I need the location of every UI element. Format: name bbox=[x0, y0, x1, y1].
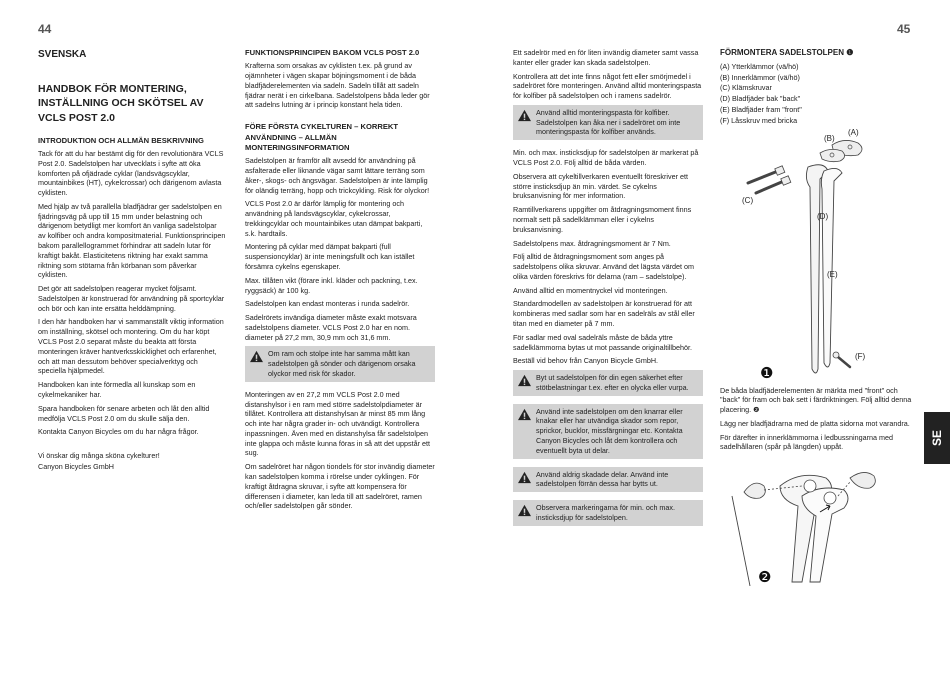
warning-text: Om ram och stolpe inte har samma mått kan sadelstolpen gå sönder och därigenom orsaka olyckor med risk för skador. bbox=[268, 349, 416, 378]
paragraph: Kontrollera att det inte finns något fett eller smörjmedel i sadelröret före monteringen. Använd alltid monteringspasta för kolfiber på sadelstolpen och i ramens sadelrör. bbox=[513, 71, 702, 101]
column-2 bbox=[245, 48, 435, 515]
figure-number-1: ❶ bbox=[760, 364, 774, 382]
list-item: (E) Bladfjäder fram "front" bbox=[720, 105, 802, 114]
paragraph: Med hjälp av två parallella bladfjädrar ger sadelstolpen en fjädringsväg på upp till 15 mm under belastning och därigenom betydligt mer komfort än vanliga sadelstolpar av kolfiber och andra kompositmaterial. Funktionsprincipen bakom parallellogrammet förhindrar att sadeln lutar för kraftigt bakåt. Elasticitetens riktning har exakt samma riktning som stötarna från körbanan som påverkar cyklisten. bbox=[38, 201, 226, 280]
paragraph: Sadelrörets invändiga diameter måste exakt motsvara sadelstolpens diameter. VCLS Post 2.0 har en nom. diameter på 27,2 mm, 30,9 mm och 31,6 mm. bbox=[245, 313, 417, 342]
paragraph: Använd alltid en momentnyckel vid monteringen. bbox=[513, 285, 668, 295]
figure-2-clamp-assembly bbox=[720, 456, 915, 586]
paragraph: Monteringen av en 27,2 mm VCLS Post 2.0 med distanshylsor i en ram med större sadelstolpdiameter är tillåtet. Kontrollera att distanshylsan är minst 85 mm lång och inte har några grader in- och utvändigt. Kontrollera inpassningen. Även med en distanshylsa får sadelstolpen inte glappa och måste kunna föras in så att det uppstår ett sug. bbox=[245, 389, 430, 458]
warning-triangle-icon bbox=[517, 408, 532, 421]
paragraph: Max. tillåten vikt (förare inkl. kläder och packning, t.ex. ryggsäck) är 100 kg. bbox=[245, 275, 418, 295]
spring-heads bbox=[780, 476, 848, 583]
warning-triangle-icon bbox=[517, 504, 532, 517]
paragraph: Beställ vid behov från Canyon Bicycle GmbH. bbox=[513, 356, 659, 366]
paragraph: Sadelstolpen är framför allt avsedd för användning på asfalterade eller liknande vägar samt lättare terräng som åker-, skogs- och ängsvägar. Sadelstolpen är inte lämplig för oländig terräng, hopp och trickcykling. Risk för olyckor! bbox=[245, 156, 430, 195]
paragraph: Det gör att sadelstolpen reagerar mycket följsamt. Sadelstolpen är konstruerad för användning på sportcyklar och bör och kan inte ersätta helddämpning. bbox=[38, 284, 225, 313]
paragraph: Min. och max. insticksdjup för sadelstolpen är markerat på VCLS Post 2.0. Följ alltid de båda värden. bbox=[513, 148, 699, 168]
warning-text: Använd aldrig skadade delar. Använd inte sadelstolpen förrän dessa har bytts ut. bbox=[536, 469, 669, 489]
language-tab bbox=[924, 412, 950, 464]
label-e: (E) bbox=[827, 269, 838, 279]
column-4 bbox=[720, 48, 915, 586]
paragraph: Krafterna som orsakas av cyklisten t.ex. på grund av ojämnheter i vägen skapar böjningsmoment i de båda bladfjäderelementen via sadeln. Sadeln tillåt att sadeln fjädrar nerät i en cirkelbana. Sadelstolpens båda leder gör att sadelns lutning är i princip konstant hela tiden. bbox=[245, 61, 430, 110]
paragraph: Sadelstolpen kan endast monteras i runda sadelrör. bbox=[245, 299, 410, 309]
paragraph: Handboken kan inte förmedla all kunskap som en cykelmekaniker har. bbox=[38, 380, 196, 399]
figure-number-2: ❷ bbox=[758, 569, 772, 587]
paragraph: I den här handboken har vi sammanställt viktig information om inställning, skötsel och montering. Om du har köpt VCLS Post 2.0 separat måste du beakta att första monteringen kräver hantverksskicklighet och erfarenhet, och att man dessutom behöver specialverktyg och speciella hjälpmedel. bbox=[38, 317, 224, 376]
label-c: (C) bbox=[742, 195, 754, 205]
language-tab-label: SE bbox=[929, 429, 944, 447]
paragraph: Observera att cykeltillverkaren eventuellt föreskriver ett större insticksdjup än min. värdet. Se cykelns bruksanvisning för mer information. bbox=[513, 171, 688, 201]
warning-box bbox=[245, 346, 435, 381]
warning-box bbox=[513, 105, 703, 140]
paragraph: Lägg ner bladfjädrarna med de platta sidorna mot varandra. bbox=[720, 418, 910, 428]
list-item: (B) Innerklämmor (vä/hö) bbox=[720, 72, 800, 82]
preassembly-heading: FÖRMONTERA SADELSTOLPEN ❶ bbox=[720, 48, 854, 57]
closing-line: Vi önskar dig många sköna cykelturer! bbox=[38, 451, 160, 461]
list-item: (D) Bladfjäder bak "back" bbox=[720, 94, 801, 104]
warning-text: Byt ut sadelstolpen för din egen säkerhet efter stötbelastningar t.ex. efter en olycka eller vurpa. bbox=[536, 373, 689, 392]
column-3 bbox=[513, 48, 703, 534]
warning-triangle-icon bbox=[517, 471, 532, 484]
warning-text: Observera markeringarna för min. och max. insticksdjup för sadelstolpen. bbox=[536, 503, 676, 522]
paragraph: Ramtillverkarens uppgifter om åtdragningsmoment finns normalt sett på sadelklämman eller i cykelns bruksanvisning. bbox=[513, 205, 692, 234]
paragraph: Kontakta Canyon Bicycles om du har några frågor. bbox=[38, 427, 199, 437]
label-d: (D) bbox=[817, 211, 829, 221]
paragraph: Tack för att du har bestämt dig för den revolutionära VCLS Post 2.0. Sadelstolpen har utvecklats i syfte att öka komforten på ofjädrade cyklar (landsvägscyklar, mountainbikes (HT), cykelcrossar) och därigenom avlasta cyklisten. bbox=[38, 148, 224, 198]
signature: Canyon Bicycles GmbH bbox=[38, 461, 114, 471]
function-heading: FUNKTIONSPRINCIPEN BAKOM VCLS POST 2.0 bbox=[245, 48, 420, 57]
paragraph: Sadelstolpens max. åtdragningsmoment är 7 Nm. bbox=[513, 238, 671, 248]
leaf-spring-front bbox=[821, 168, 842, 367]
list-item: (F) Låsskruv med bricka bbox=[720, 115, 798, 125]
warning-box bbox=[513, 370, 703, 396]
paragraph: Standardmodellen av sadelstolpen är konstruerad för att kombineras med sadlar som har en sadelräls av stål eller titan med en diameter på 7 mm. bbox=[513, 299, 695, 328]
label-f: (F) bbox=[855, 351, 866, 361]
warning-triangle-icon bbox=[517, 109, 532, 122]
parts-list bbox=[720, 62, 915, 126]
before-ride-heading: FÖRE FÖRSTA CYKELTUREN – KORREKT ANVÄNDNING – ALLMÄN MONTERINGSINFORMATION bbox=[245, 122, 399, 152]
label-a: (A) bbox=[848, 127, 859, 137]
warning-box bbox=[513, 500, 703, 526]
paragraph: Spara handboken för senare arbeten och låt den alltid medfölja VCLS Post 2.0 om du skulle sälja den. bbox=[38, 403, 210, 423]
paragraph: VCLS Post 2.0 är därför lämplig för montering och användning på landsvägscyklar, cykelcrossar, trekkingcyklar och mountainbikes utan dämpat bakparti, s.k. hardtails. bbox=[245, 199, 423, 238]
paragraph: Om sadelröret har någon tiondels för stor invändig diameter kan sadelstolpen komma i rörelse under cyklingen. För kraftigt åtdragna skruvar, i syfte att kompensera för differensen i diameter, kan leda till att sadelröret, ramen och/eller sadelstolpen går sönder. bbox=[245, 462, 435, 511]
intro-heading: INTRODUKTION OCH ALLMÄN BESKRIVNING bbox=[38, 135, 204, 145]
lock-screw bbox=[833, 352, 850, 367]
warning-box bbox=[513, 404, 703, 459]
page-number-left: 44 bbox=[38, 22, 52, 36]
paragraph: För sadlar med oval sadelräls måste de båda yttre sadelklämmorna bytas ut mot passande originaltillbehör. bbox=[513, 332, 692, 352]
label-b: (B) bbox=[824, 133, 835, 143]
warning-triangle-icon bbox=[249, 350, 264, 363]
column-1 bbox=[38, 48, 226, 476]
clamps-top bbox=[820, 140, 862, 161]
paragraph: De båda bladfjäderelementen är märkta med "front" och "back" för fram och bak sett i färdriktningen. Följ alltid denna placering. ❷ bbox=[720, 385, 912, 415]
list-item: (C) Klämskruvar bbox=[720, 83, 772, 93]
list-item: (A) Ytterklämmor (vä/hö) bbox=[720, 61, 799, 71]
warning-text: Använd inte sadelstolpen om den knarrar eller knakar eller har utvändiga skador som repor, sprickor, bucklor, missfärgningar etc. Kontakta Canyon Bicycles och låt dem kontrollera och eventuellt byta ut delar. bbox=[536, 406, 683, 455]
figure-1-seatpost-exploded bbox=[720, 127, 915, 382]
paragraph: Följ alltid de åtdragningsmoment som anges på sadelstolpens olika skruvar. Använd det lägsta värdet om olika värden föreskrivs för delarna (ram – sadelstolpe). bbox=[513, 252, 694, 281]
warning-text: Använd alltid monteringspasta för kolfiber. Sadelstolpen kan åka ner i sadelröret om inte monteringspasta för kolfiber används. bbox=[536, 107, 681, 137]
warning-box bbox=[513, 467, 703, 493]
manual-title: HANDBOK FÖR MONTERING, INSTÄLLNING OCH SKÖTSEL AV VCLS POST 2.0 bbox=[38, 82, 204, 124]
paragraph: För därefter in innerklämmorna i ledbussningarna med sadelhållaren (spår på längden) uppåt. bbox=[720, 432, 893, 452]
page-number-right: 45 bbox=[897, 22, 911, 36]
paragraph: Ett sadelrör med en för liten invändig diameter samt vassa kanter eller grader kan skada sadelstolpen. bbox=[513, 48, 699, 67]
clamp-bolts bbox=[748, 165, 791, 192]
warning-triangle-icon bbox=[517, 374, 532, 387]
paragraph: Montering på cyklar med dämpat bakparti (full suspensioncyklar) är inte meningsfullt och kan istället försämra cykelns egenskaper. bbox=[245, 242, 415, 271]
language-heading: SVENSKA bbox=[38, 49, 87, 60]
